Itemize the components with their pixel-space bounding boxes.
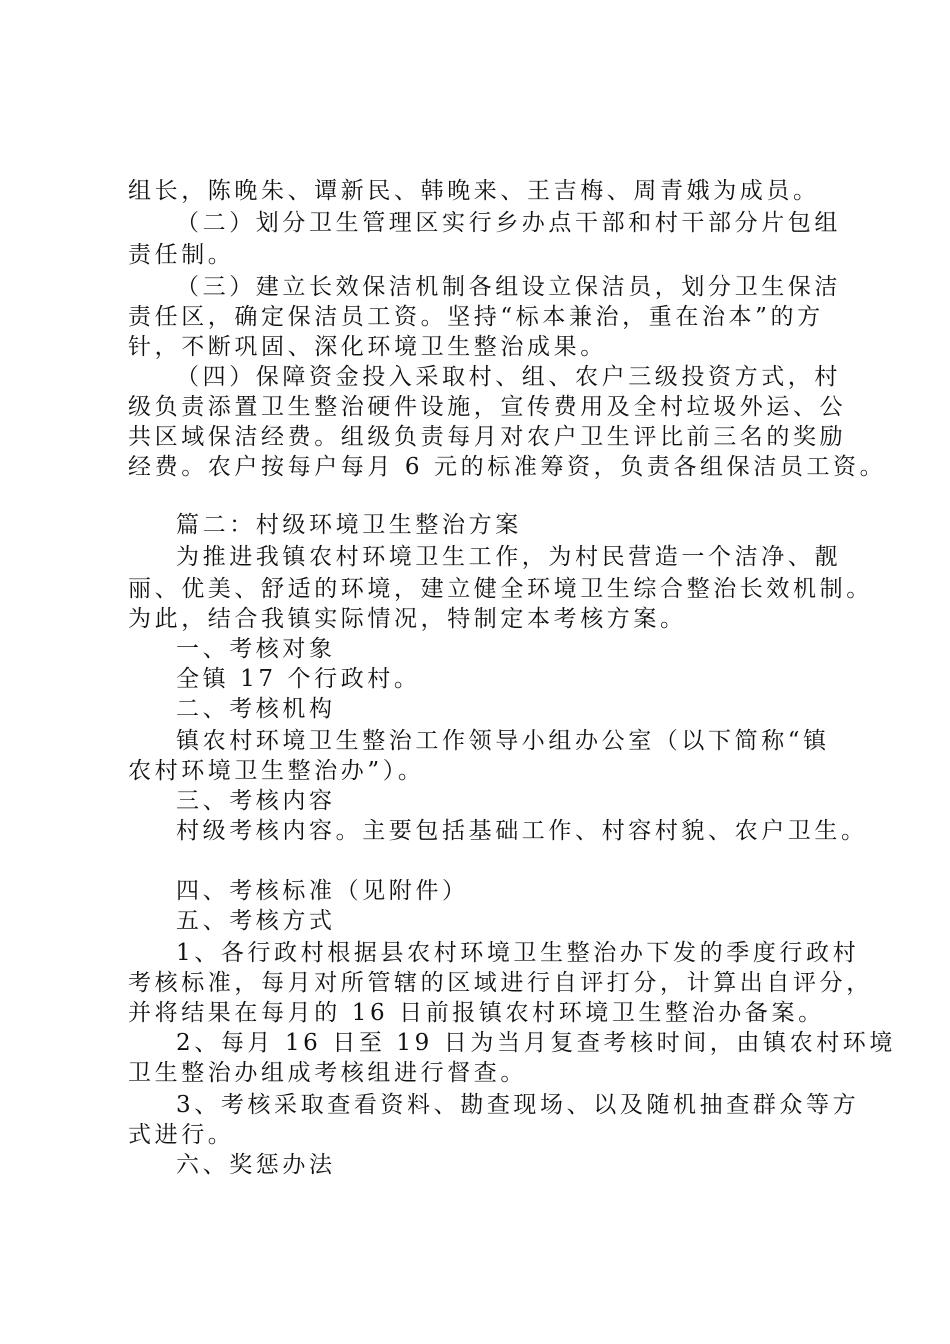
text-line: 并将结果在每月的 16 日前报镇农村环境卫生整治办备案。 xyxy=(128,1000,825,1026)
heading-assessment-standard: 四、考核标准（见附件） xyxy=(176,878,469,904)
text-line: 1、各行政村根据县农村环境卫生整治办下发的季度行政村 xyxy=(176,940,860,966)
text-line: 级负责添置卫生整治硬件设施，宣传费用及全村垃圾外运、公 xyxy=(128,394,847,420)
text-line: 共区域保洁经费。组级负责每月对农户卫生评比前三名的奖励 xyxy=(128,424,847,450)
text-line: 为此，结合我镇实际情况，特制定本考核方案。 xyxy=(128,606,687,632)
text-line: 3、考核采取查看资料、勘查现场、以及随机抽查群众等方 xyxy=(176,1092,860,1118)
text-line: 经费。农户按每户每月 6 元的标准筹资，负责各组保洁员工资。 xyxy=(128,454,887,480)
paragraph-3-heading: （三）建立长效保洁机制各组设立保洁员，划分卫生保洁 xyxy=(176,274,841,300)
text-line: 村级考核内容。主要包括基础工作、村容村貌、农户卫生。 xyxy=(176,818,868,844)
paragraph-2-heading: （二）划分卫生管理区实行乡办点干部和村干部分片包组 xyxy=(176,210,841,236)
text-line: 针，不断巩固、深化环境卫生整治成果。 xyxy=(128,334,607,360)
text-line: 镇农村环境卫生整治工作领导小组办公室（以下简称“镇 xyxy=(176,728,830,754)
text-line: 为推进我镇农村环境卫生工作，为村民营造一个洁净、靓 xyxy=(176,544,841,570)
text-line: 农村环境卫生整治办”）。 xyxy=(128,758,425,784)
text-line: 考核标准，每月对所管辖的区域进行自评打分，计算出自评分， xyxy=(128,970,873,996)
heading-assessment-target: 一、考核对象 xyxy=(176,636,336,662)
heading-assessment-agency: 二、考核机构 xyxy=(176,696,336,722)
text-line: 组长，陈晚朱、谭新民、韩晚来、王吉梅、周青娥为成员。 xyxy=(128,178,820,204)
text-line: 丽、优美、舒适的环境，建立健全环境卫生综合整治长效机制。 xyxy=(128,576,873,602)
text-line: 全镇 17 个行政村。 xyxy=(176,666,421,692)
section-title: 篇二：村级环境卫生整治方案 xyxy=(176,512,522,538)
text-line: 式进行。 xyxy=(128,1122,235,1148)
text-line: 责任制。 xyxy=(128,242,235,268)
paragraph-4-heading: （四）保障资金投入采取村、组、农户三级投资方式，村 xyxy=(176,364,841,390)
text-line: 2、每月 16 日至 19 日为当月复查考核时间，由镇农村环境 xyxy=(176,1030,897,1056)
heading-assessment-content: 三、考核内容 xyxy=(176,788,336,814)
heading-rewards-penalties: 六、奖惩办法 xyxy=(176,1152,336,1178)
text-line: 责任区，确定保洁员工资。坚持“标本兼治，重在治本”的方 xyxy=(128,304,824,330)
heading-assessment-method: 五、考核方式 xyxy=(176,908,336,934)
text-line: 卫生整治办组成考核组进行督查。 xyxy=(128,1060,527,1086)
